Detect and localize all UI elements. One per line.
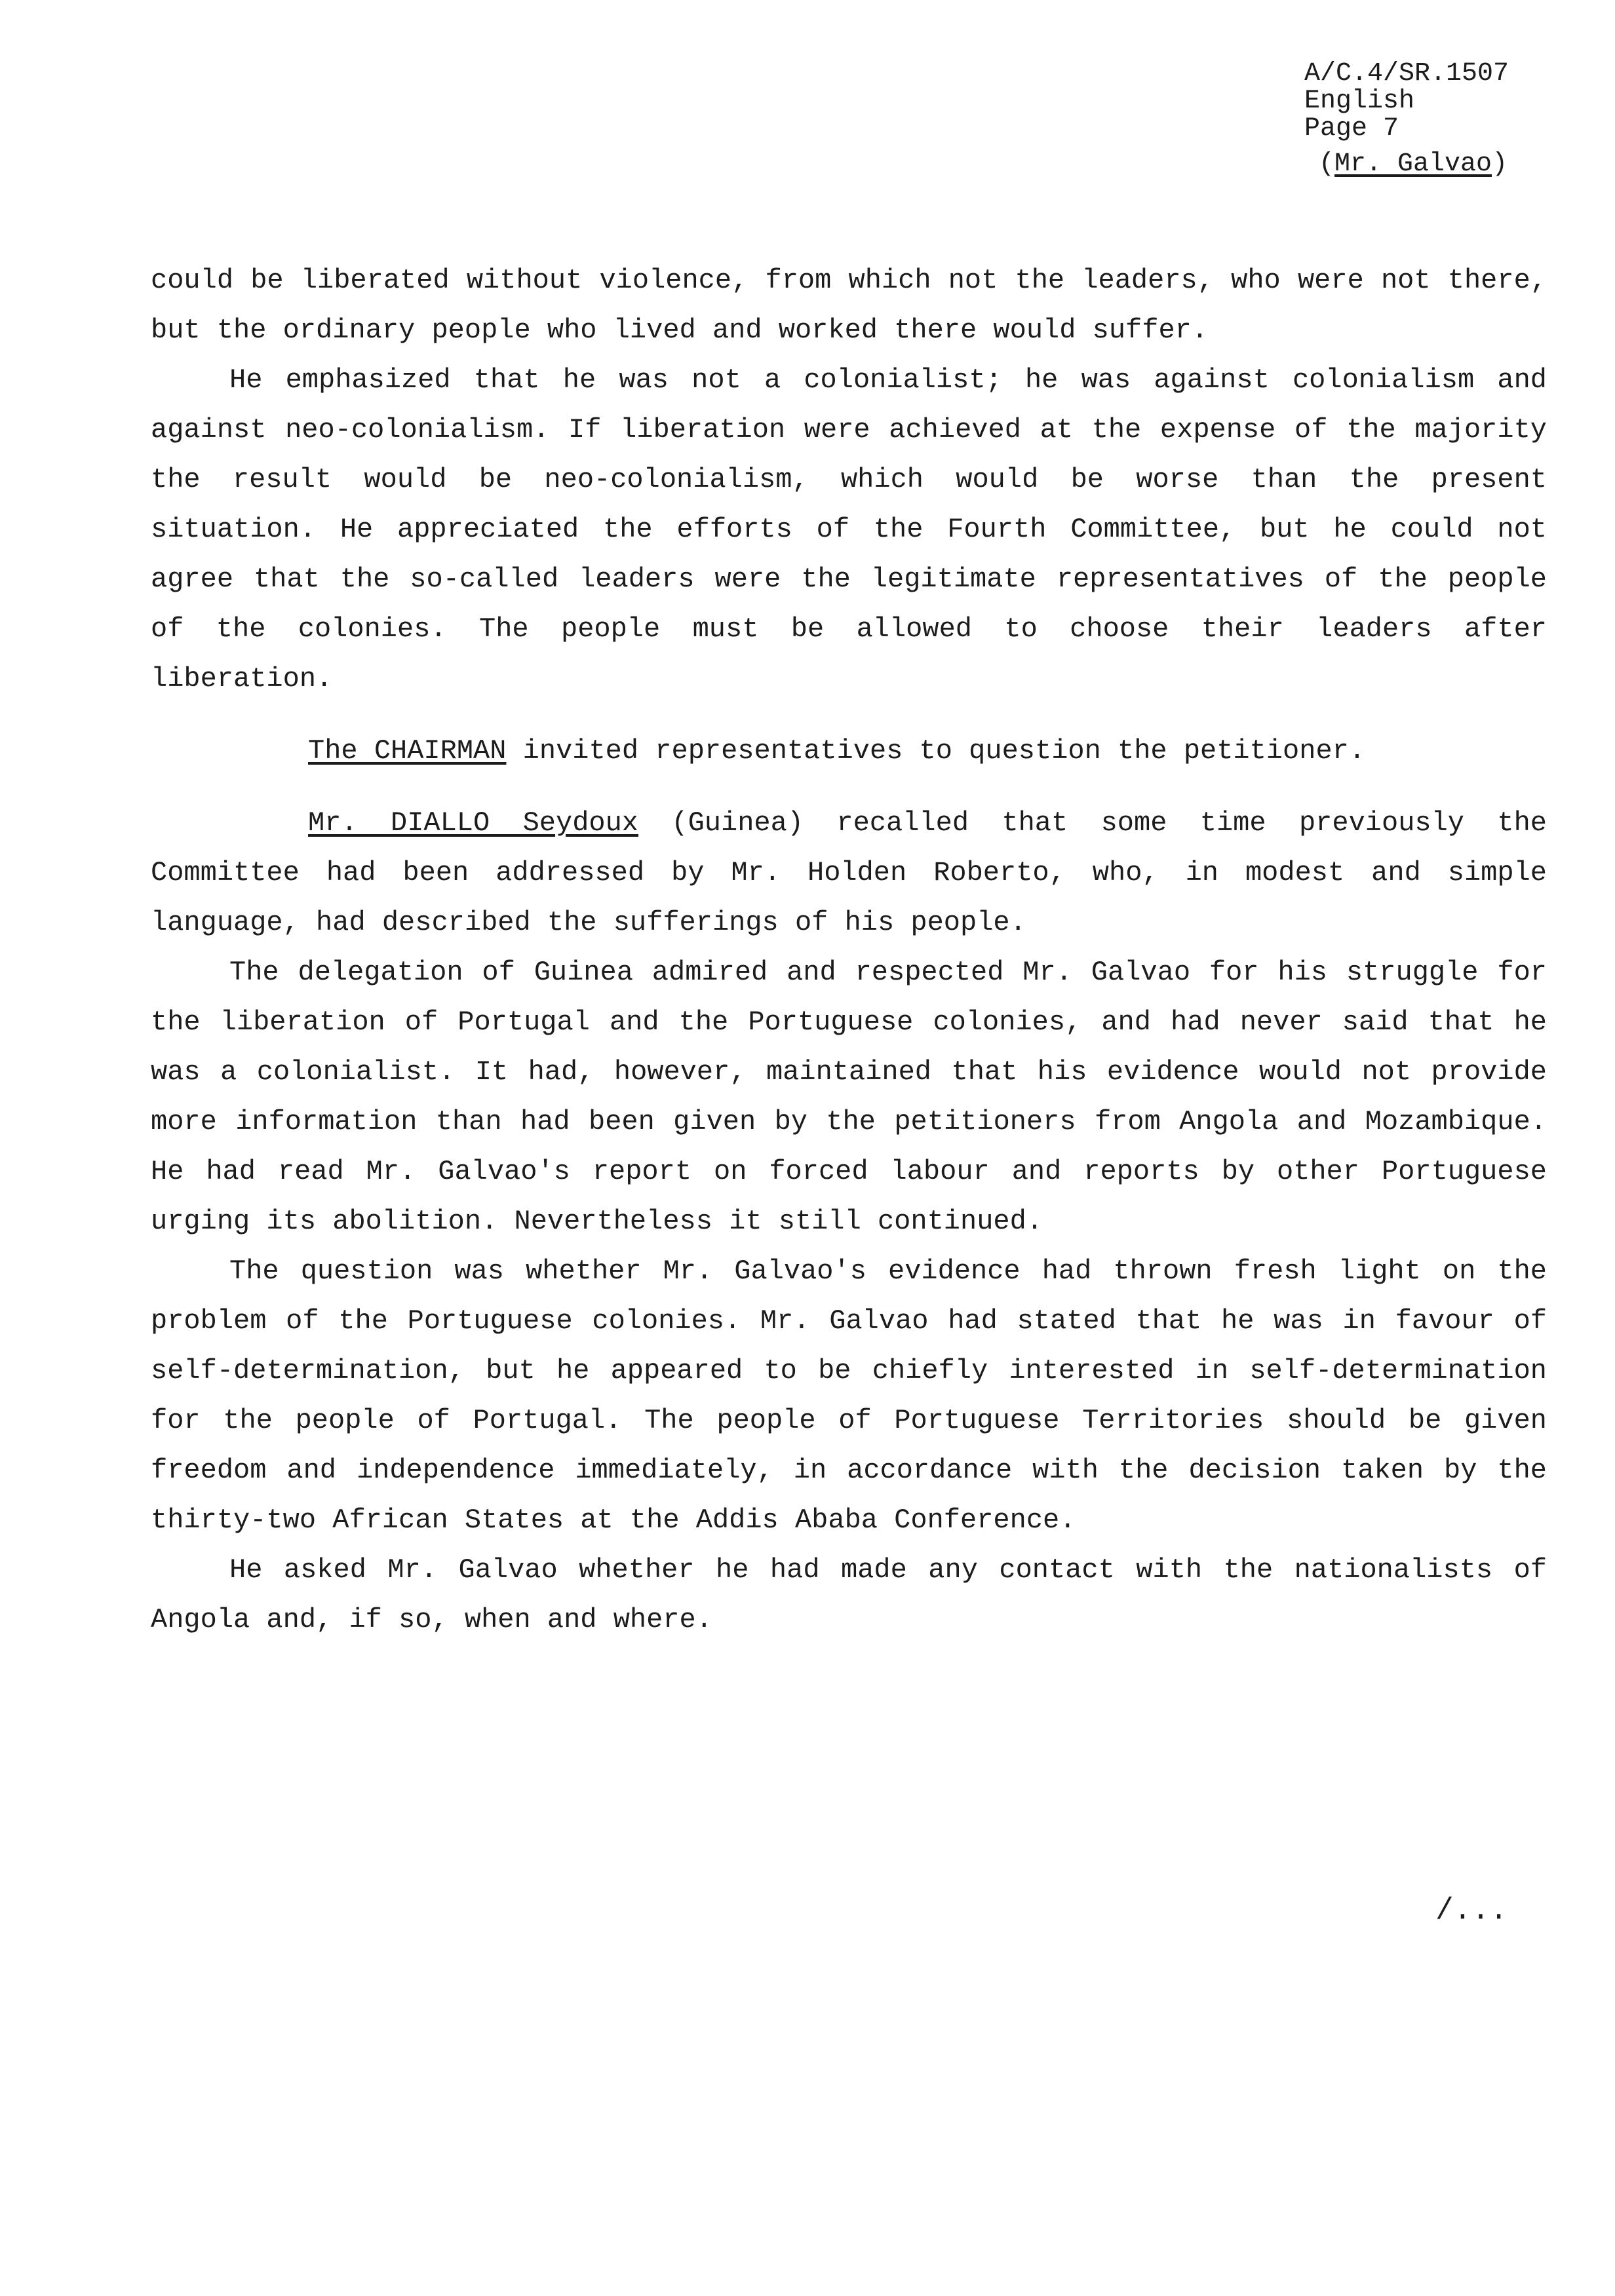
chairman-text: invited representatives to question the petitioner. xyxy=(506,735,1366,767)
diallo-text: (Guinea) recalled that some time previously the Committee had been addressed by Mr. Holden Roberto, who, in modest and simple language, had described the sufferings of his people. xyxy=(151,807,1547,938)
paragraph-diallo xyxy=(151,798,1547,947)
document-body xyxy=(151,256,1547,1645)
paragraph-chairman xyxy=(151,726,1547,776)
paragraph-continuation: could be liberated without violence, from which not the leaders, who were not there, but the ordinary people who lived and worked there would suffer. xyxy=(151,265,1547,346)
chairman-speaker: The CHAIRMAN xyxy=(308,735,507,767)
page-number: Page 7 xyxy=(1304,114,1399,144)
paragraph-colonialism: He emphasized that he was not a colonialist; he was against colonialism and against neo-colonialism. If liberation were achieved at the expense of the majority the result would be neo-colonialism, which would be worse than the present situation. He appreciated the efforts of the Fourth Committee, but he could not agree that the so-called leaders were the legitimate representatives of the people of the colonies. The people must be allowed to choose their leaders after liberation. xyxy=(151,364,1547,695)
speaker-paren-close: ) xyxy=(1492,149,1508,179)
paragraph-question: The question was whether Mr. Galvao's evidence had thrown fresh light on the problem of the Portuguese colonies. Mr. Galvao had stated that he was in favour of self-determination, but he appeared to be chiefly interested in self-determination for the people of Portugal. The people of Portuguese Territories should be given freedom and independence immediately, in accordance with the decision taken by the thirty-two African States at the Addis Ababa Conference. xyxy=(151,1255,1547,1536)
paragraph-contact-question: He asked Mr. Galvao whether he had made any contact with the nationalists of Angola and, if so, when and where. xyxy=(151,1554,1547,1636)
diallo-speaker: Mr. DIALLO Seydoux xyxy=(308,807,639,839)
speaker-running-head xyxy=(1319,151,1580,178)
document-header xyxy=(1304,60,1580,178)
paragraph-guinea-delegation: The delegation of Guinea admired and respected Mr. Galvao for his struggle for the liberation of Portugal and the Portuguese colonies, and had never said that he was a colonialist. It had, however, maintained that his evidence would not provide more information than had been given by the petitioners from Angola and Mozambique. He had read Mr. Galvao's report on forced labour and reports by other Portuguese urging its abolition. Nevertheless it still continued. xyxy=(151,957,1547,1237)
continuation-mark: /... xyxy=(1435,1894,1508,1928)
document-symbol: A/C.4/SR.1507 xyxy=(1304,59,1509,88)
speaker-paren-open: ( xyxy=(1319,149,1335,179)
document-language: English xyxy=(1304,86,1415,116)
speaker-name: Mr. Galvao xyxy=(1334,149,1492,179)
